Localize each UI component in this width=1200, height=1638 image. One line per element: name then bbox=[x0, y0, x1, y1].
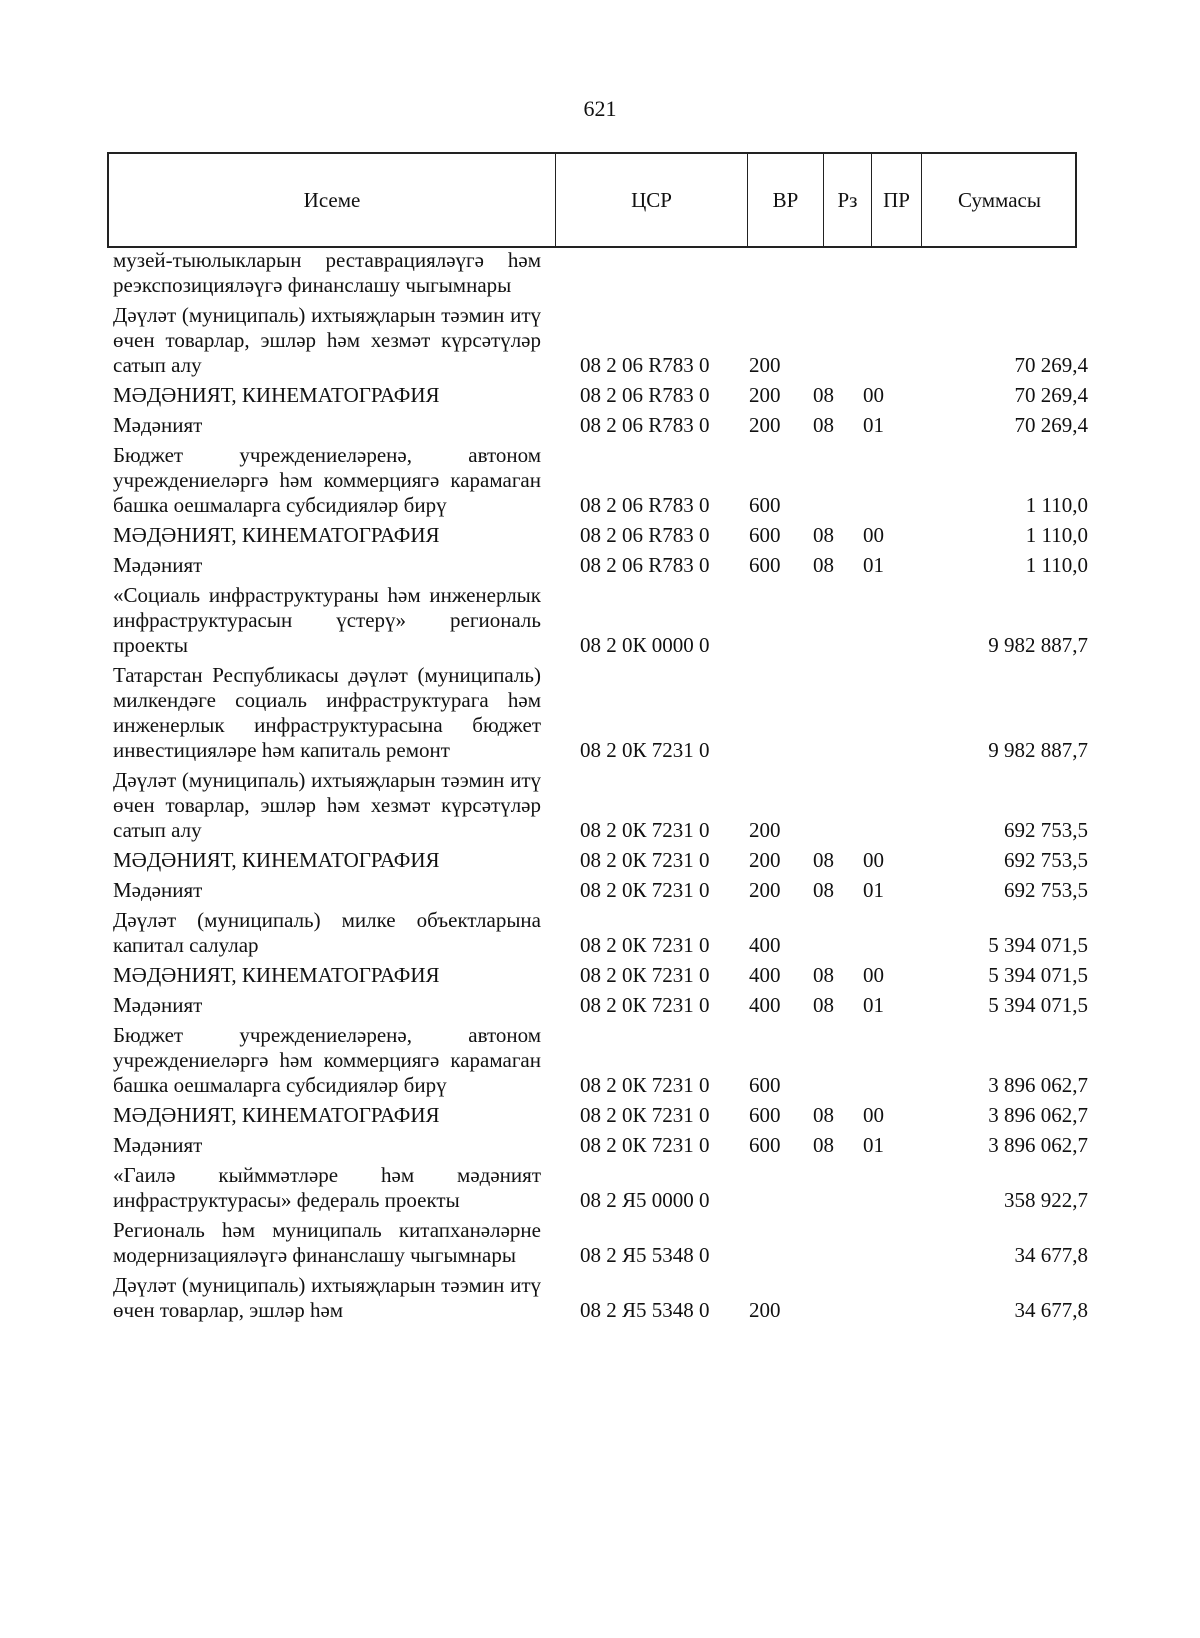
table-row bbox=[113, 1218, 1103, 1268]
row-rz: 08 bbox=[813, 1133, 834, 1157]
table-row bbox=[113, 878, 1103, 903]
row-vr: 600 bbox=[749, 1133, 781, 1157]
row-vr: 200 bbox=[749, 383, 781, 407]
row-sum: 1 110,0 bbox=[1025, 493, 1088, 517]
page-number: 621 bbox=[583, 96, 617, 121]
table-row bbox=[113, 768, 1103, 843]
row-csr: 08 2 06 R783 0 bbox=[580, 493, 710, 517]
row-sum: 3 896 062,7 bbox=[988, 1103, 1088, 1127]
table-row bbox=[113, 413, 1103, 438]
row-rz: 08 bbox=[813, 993, 834, 1017]
row-rz: 08 bbox=[813, 878, 834, 902]
row-name: МӘДӘНИЯТ, КИНЕМАТОГРАФИЯ bbox=[113, 963, 440, 987]
row-name: Бюджет учреждениеләренә, автоном учреждениеләргә һәм коммерциягә карамаган башка оешмаларга субсидияләр бирү bbox=[113, 443, 541, 517]
row-pr: 01 bbox=[863, 413, 884, 437]
row-rz: 08 bbox=[813, 553, 834, 577]
row-pr: 01 bbox=[863, 993, 884, 1017]
table-row bbox=[113, 553, 1103, 578]
row-csr: 08 2 0К 7231 0 bbox=[580, 1103, 710, 1127]
row-name: Мәдәният bbox=[113, 878, 203, 902]
row-csr: 08 2 06 R783 0 bbox=[580, 353, 710, 377]
row-name: МӘДӘНИЯТ, КИНЕМАТОГРАФИЯ bbox=[113, 523, 440, 547]
row-sum: 34 677,8 bbox=[1014, 1298, 1088, 1322]
table-row bbox=[113, 663, 1103, 763]
row-name: «Гаилә кыйммәтләре һәм мәдәният инфраструктурасы» федераль проекты bbox=[113, 1163, 541, 1212]
row-pr: 00 bbox=[863, 848, 884, 872]
row-csr: 08 2 0К 7231 0 bbox=[580, 1073, 710, 1097]
row-rz: 08 bbox=[813, 413, 834, 437]
row-sum: 3 896 062,7 bbox=[988, 1073, 1088, 1097]
row-name: Бюджет учреждениеләренә, автоном учреждениеләргә һәм коммерциягә карамаган башка оешмаларга субсидияләр бирү bbox=[113, 1023, 541, 1097]
row-vr: 400 bbox=[749, 933, 781, 957]
table-row bbox=[113, 383, 1103, 408]
row-vr: 200 bbox=[749, 818, 781, 842]
row-csr: 08 2 06 R783 0 bbox=[580, 553, 710, 577]
table-row bbox=[113, 1163, 1103, 1213]
row-csr: 08 2 0К 7231 0 bbox=[580, 963, 710, 987]
row-sum: 5 394 071,5 bbox=[988, 933, 1088, 957]
row-csr: 08 2 Я5 5348 0 bbox=[580, 1298, 710, 1322]
row-sum: 5 394 071,5 bbox=[988, 963, 1088, 987]
row-csr: 08 2 0К 0000 0 bbox=[580, 633, 710, 657]
row-sum: 34 677,8 bbox=[1014, 1243, 1088, 1267]
row-csr: 08 2 0К 7231 0 bbox=[580, 818, 710, 842]
row-csr: 08 2 0К 7231 0 bbox=[580, 993, 710, 1017]
row-sum: 9 982 887,7 bbox=[988, 738, 1088, 762]
row-sum: 9 982 887,7 bbox=[988, 633, 1088, 657]
table-row bbox=[113, 583, 1103, 658]
row-rz: 08 bbox=[813, 383, 834, 407]
row-sum: 70 269,4 bbox=[1014, 413, 1088, 437]
row-name: МӘДӘНИЯТ, КИНЕМАТОГРАФИЯ bbox=[113, 848, 440, 872]
row-csr: 08 2 06 R783 0 bbox=[580, 413, 710, 437]
row-vr: 200 bbox=[749, 848, 781, 872]
row-rz: 08 bbox=[813, 523, 834, 547]
row-csr: 08 2 06 R783 0 bbox=[580, 523, 710, 547]
row-vr: 400 bbox=[749, 963, 781, 987]
row-csr: 08 2 Я5 0000 0 bbox=[580, 1188, 710, 1212]
header-csr: ЦСР bbox=[556, 154, 748, 246]
table-row bbox=[113, 908, 1103, 958]
header-vr: ВР bbox=[748, 154, 824, 246]
row-sum: 692 753,5 bbox=[1004, 818, 1088, 842]
row-csr: 08 2 06 R783 0 bbox=[580, 383, 710, 407]
row-sum: 1 110,0 bbox=[1025, 523, 1088, 547]
row-vr: 200 bbox=[749, 1298, 781, 1322]
row-csr: 08 2 0К 7231 0 bbox=[580, 1133, 710, 1157]
row-name: МӘДӘНИЯТ, КИНЕМАТОГРАФИЯ bbox=[113, 1103, 440, 1127]
row-csr: 08 2 0К 7231 0 bbox=[580, 933, 710, 957]
row-csr: 08 2 Я5 5348 0 bbox=[580, 1243, 710, 1267]
row-sum: 70 269,4 bbox=[1014, 353, 1088, 377]
row-pr: 00 bbox=[863, 1103, 884, 1127]
row-name: Дәүләт (муниципаль) милке объектларына капитал салулар bbox=[113, 908, 541, 957]
header-pr: ПР bbox=[872, 154, 922, 246]
row-pr: 00 bbox=[863, 523, 884, 547]
table-row bbox=[113, 443, 1103, 518]
table-row bbox=[113, 963, 1103, 988]
table-row bbox=[113, 303, 1103, 378]
table-row bbox=[113, 1023, 1103, 1098]
table-row bbox=[113, 848, 1103, 873]
row-name: Дәүләт (муниципаль) ихтыяҗларын тәэмин итү өчен товарлар, эшләр һәм хезмәт күрсәтүләр сатып алу bbox=[113, 303, 541, 377]
row-name: Мәдәният bbox=[113, 413, 203, 437]
row-csr: 08 2 0К 7231 0 bbox=[580, 738, 710, 762]
row-rz: 08 bbox=[813, 848, 834, 872]
row-sum: 692 753,5 bbox=[1004, 878, 1088, 902]
row-name: Дәүләт (муниципаль) ихтыяҗларын тәэмин итү өчен товарлар, эшләр һәм bbox=[113, 1273, 541, 1322]
header-name: Исеме bbox=[109, 154, 556, 246]
row-vr: 200 bbox=[749, 413, 781, 437]
row-vr: 600 bbox=[749, 493, 781, 517]
table-row bbox=[113, 1273, 1103, 1323]
table-row bbox=[113, 1133, 1103, 1158]
row-sum: 3 896 062,7 bbox=[988, 1133, 1088, 1157]
row-sum: 1 110,0 bbox=[1025, 553, 1088, 577]
row-csr: 08 2 0К 7231 0 bbox=[580, 878, 710, 902]
row-vr: 600 bbox=[749, 523, 781, 547]
row-csr: 08 2 0К 7231 0 bbox=[580, 848, 710, 872]
table-header bbox=[107, 152, 1077, 248]
row-name: Региональ һәм муниципаль китапханәләрне модернизацияләүгә финанслашу чыгымнары bbox=[113, 1218, 541, 1267]
row-pr: 00 bbox=[863, 963, 884, 987]
row-name: Мәдәният bbox=[113, 1133, 203, 1157]
row-sum: 5 394 071,5 bbox=[988, 993, 1088, 1017]
row-vr: 600 bbox=[749, 553, 781, 577]
row-vr: 400 bbox=[749, 993, 781, 1017]
row-sum: 692 753,5 bbox=[1004, 848, 1088, 872]
table-row bbox=[113, 1103, 1103, 1128]
header-sum: Суммасы bbox=[958, 187, 1041, 212]
row-name: музей-тыюлыкларын реставрацияләүгә һәм реэкспозицияләүгә финанслашу чыгымнары bbox=[113, 248, 541, 297]
row-name: Мәдәният bbox=[113, 553, 203, 577]
row-pr: 00 bbox=[863, 383, 884, 407]
table-row bbox=[113, 248, 1103, 298]
row-vr: 200 bbox=[749, 878, 781, 902]
row-pr: 01 bbox=[863, 878, 884, 902]
row-pr: 01 bbox=[863, 1133, 884, 1157]
row-name: Мәдәният bbox=[113, 993, 203, 1017]
row-name: Татарстан Республикасы дәүләт (муниципаль) милкендәге социаль инфраструктурага һәм инженерлык инфраструктурасына бюджет инвестицияләре һәм капиталь ремонт bbox=[113, 663, 541, 762]
row-vr: 600 bbox=[749, 1103, 781, 1127]
row-rz: 08 bbox=[813, 963, 834, 987]
row-name: МӘДӘНИЯТ, КИНЕМАТОГРАФИЯ bbox=[113, 383, 440, 407]
table-row bbox=[113, 993, 1103, 1018]
table-body bbox=[113, 248, 1103, 1328]
table-row bbox=[113, 523, 1103, 548]
row-sum: 70 269,4 bbox=[1014, 383, 1088, 407]
row-vr: 600 bbox=[749, 1073, 781, 1097]
row-pr: 01 bbox=[863, 553, 884, 577]
header-rz: Рз bbox=[824, 154, 872, 246]
row-vr: 200 bbox=[749, 353, 781, 377]
row-name: Дәүләт (муниципаль) ихтыяҗларын тәэмин итү өчен товарлар, эшләр һәм хезмәт күрсәтүләр сатып алу bbox=[113, 768, 541, 842]
row-sum: 358 922,7 bbox=[1004, 1188, 1088, 1212]
row-rz: 08 bbox=[813, 1103, 834, 1127]
row-name: «Социаль инфраструктураны һәм инженерлык инфраструктурасын үстерү» региональ проекты bbox=[113, 583, 541, 657]
